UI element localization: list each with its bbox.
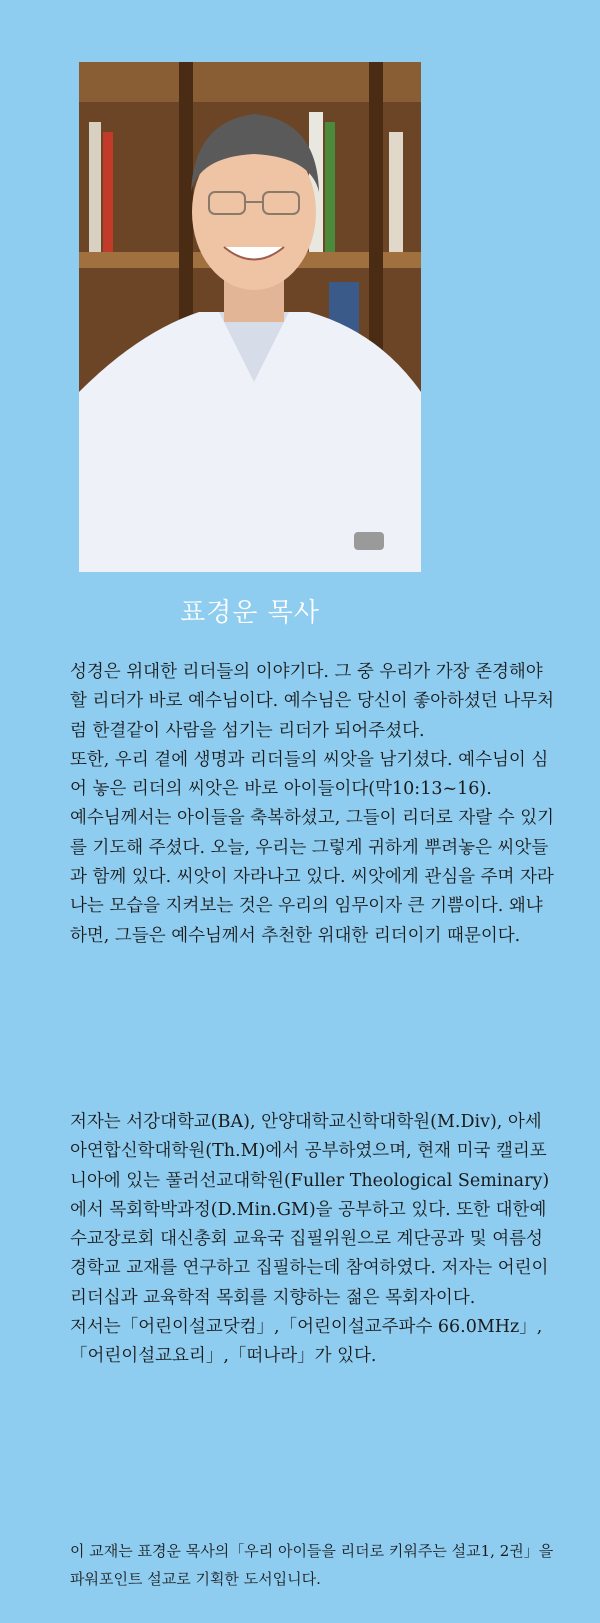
author-photo [79,62,421,572]
intro-paragraph: 예수님께서는 아이들을 축복하셨고, 그들이 리더로 자랄 수 있기를 기도해 주셨다. 오늘, 우리는 그렇게 귀하게 뿌려놓은 씨앗들과 함께 있다. 씨앗이 자라나고 있다. 씨앗에게 관심을 주며 자라나는 모습을 지켜보는 것은 우리의 임무이자 큰 기쁨이다. 왜냐하면, 그들은 예수님께서 추천한 위대한 리더이기 때문이다. [70,808,555,946]
intro-paragraph: 또한, 우리 곁에 생명과 리더들의 씨앗을 남기셨다. 예수님이 심어 놓은 리더의 씨앗은 바로 아이들이다(막10:13~16). [70,749,549,800]
author-name: 표경운 목사 [180,598,320,628]
intro-section [70,658,555,951]
bio-paragraph: 저서는「어린이설교닷컴」,「어린이설교주파수 66.0MHz」,「어린이설교요리」,「떠나라」가 있다. [70,1317,543,1367]
bio-paragraph: 저자는 서강대학교(BA), 안양대학교신학대학원(M.Div), 아세아연합신학대학원(Th.M)에서 공부하였으며, 현재 미국 캘리포니아에 있는 풀러선교대학원(Fuller Theological Seminary)에서 목회학박과정(D.Min.GM)을 공부하고 있다. 또한 대한예수교장로회 대신총회 교육국 집필위원으로 계단공과 및 여름성경학교 교재를 연구하고 집필하는데 참여하였다. 저자는 어린이리더십과 교육학적 목회를 지향하는 젊은 목회자이다. [70,1112,550,1308]
author-bio [70,1108,555,1372]
intro-paragraph: 성경은 위대한 리더들의 이야기다. 그 중 우리가 가장 존경해야 할 리더가 바로 예수님이다. 예수님은 당신이 좋아하셨던 나무처럼 한결같이 사람을 섬기는 리더가 되어주셨다. [70,662,555,741]
footer-note: 이 교재는 표경운 목사의「우리 아이들을 리더로 키워주는 설교1, 2권」을 파워포인트 설교로 기획한 도서입니다. [70,1542,554,1588]
